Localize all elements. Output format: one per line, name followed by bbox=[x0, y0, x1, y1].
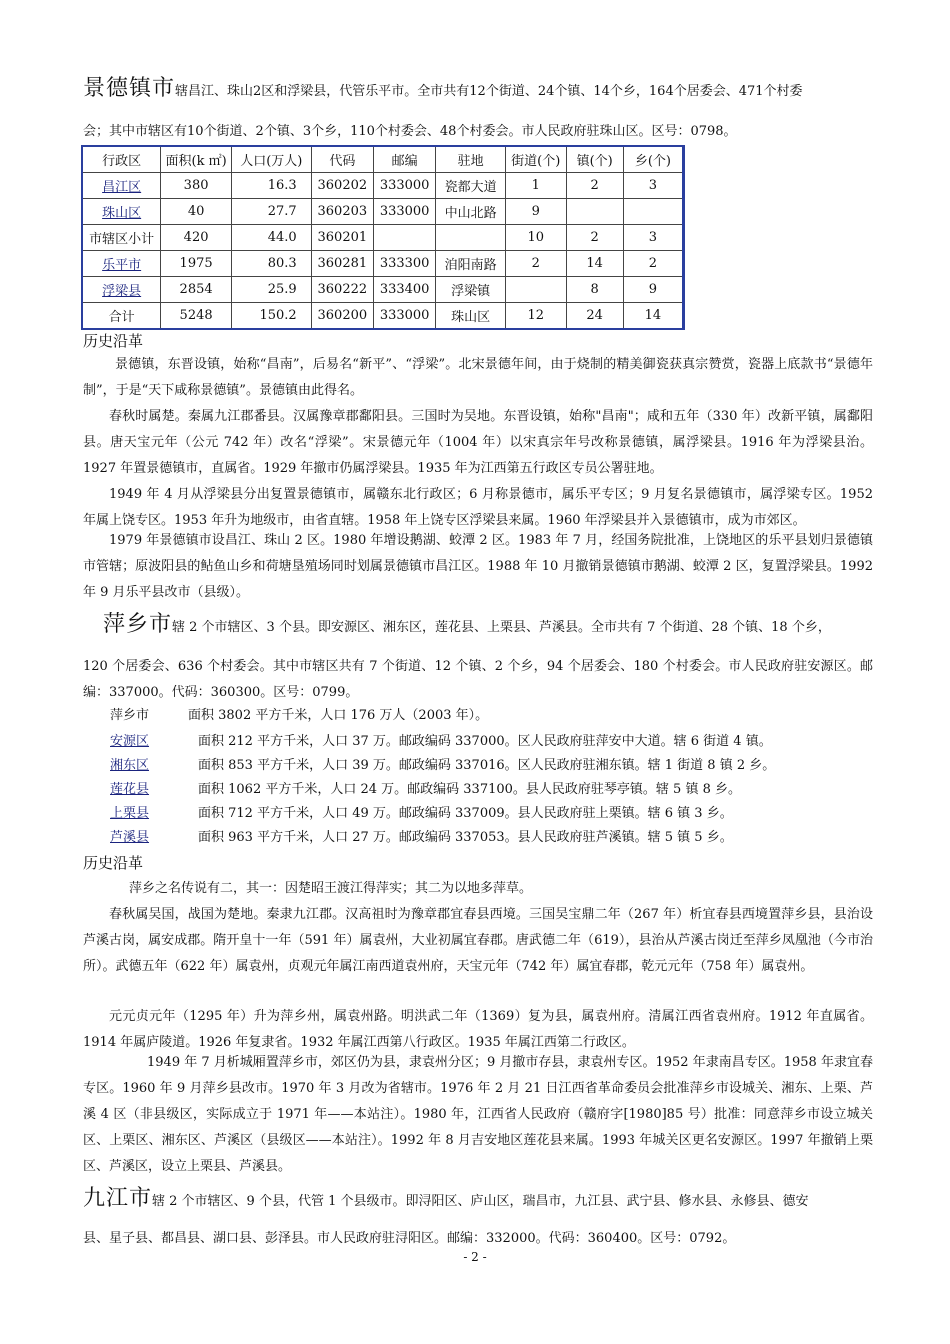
col-header: 面积(k ㎡) bbox=[161, 146, 232, 173]
district-link[interactable]: 乐平市 bbox=[102, 258, 142, 273]
district-info: 面积 853 平方千米，人口 39 万。邮政编码 337016。区人民政府驻湘东镇。辖 1 街道 8 镇 2 乡。 bbox=[198, 758, 776, 773]
col-header: 镇(个) bbox=[566, 146, 623, 173]
jdz-admin-table bbox=[81, 145, 685, 330]
table-cell: 150.2 bbox=[231, 303, 311, 330]
table-cell bbox=[623, 199, 683, 225]
pxs-history-para: 1949 年 7 月析城厢置萍乡市，郊区仍为县，隶袁州分区；9 月撤市存县，隶袁州专区。1952 年隶南昌专区。1958 年隶宜春专区。1960 年 9 月萍乡县改市。1970 年 3 月改为省辖市。1976 年 2 月 21 日江西省革命委员会批准萍乡市设城关、湘东、上栗、芦溪 4 区（非县级区，实际成立于 1971 年——本站注）。1980 年，江西省人民政府（赣府字[1980]85 号）批准：同意萍乡市设立城关区、上栗区、湘东区、芦溪区（县级区——本站注）。1992 年 8 月吉安地区莲花县来属。1993 年城关区更名安源区。1997 年撤销上栗区、芦溪区，设立上栗县、芦溪县。 bbox=[83, 1055, 873, 1174]
table-cell: 360202 bbox=[311, 173, 373, 199]
table-header-row bbox=[82, 146, 684, 173]
jdz-intro-line2: 会；其中市辖区有10个街道、2个镇、3个乡，110个村委会、48个村委会。市人民政府驻珠山区。区号：0798。 bbox=[83, 124, 737, 139]
table-cell: 360222 bbox=[311, 277, 373, 303]
pxs-summary-text: 面积 3802 平方千米，人口 176 万人（2003 年）。 bbox=[188, 708, 489, 723]
district-link[interactable]: 浮梁县 bbox=[102, 284, 142, 299]
table-cell: 洎阳南路 bbox=[436, 251, 506, 277]
jdz-history-para: 1979 年景德镇市设昌江、珠山 2 区。1980 年增设鹅湖、蛟潭 2 区。1983 年 7 月，经国务院批准，上饶地区的乐平县划归景德镇市管辖；原波阳县的鲇鱼山乡和荷塘垦殖场同时划属景德镇市昌江区。1988 年 10 月撤销景德镇市鹅湖、蛟潭 2 区，复置浮梁县。1992 年 9 月乐平县改市（县级）。 bbox=[83, 533, 873, 600]
table-cell: 24 bbox=[566, 303, 623, 330]
table-cell: 8 bbox=[566, 277, 623, 303]
table-cell: 14 bbox=[623, 303, 683, 330]
table-row bbox=[82, 173, 684, 199]
table-cell bbox=[506, 277, 566, 303]
pxs-history-para: 元元贞元年（1295 年）升为萍乡州，属袁州路。明洪武二年（1369）复为县，属袁州府。清属江西省袁州府。1912 年直属省。1914 年属庐陵道。1926 年复隶省。1932 年属江西第八行政区。1935 年属江西第二行政区。 bbox=[83, 1009, 873, 1050]
col-header: 邮编 bbox=[373, 146, 435, 173]
table-cell: 3 bbox=[623, 225, 683, 251]
district-info: 面积 212 平方千米，人口 37 万。邮政编码 337000。区人民政府驻萍安中大道。辖 6 街道 4 镇。 bbox=[198, 734, 772, 749]
jdz-history-title: 历史沿革 bbox=[83, 332, 144, 350]
table-cell: 360201 bbox=[311, 225, 373, 251]
table-cell: 3 bbox=[623, 173, 683, 199]
table-cell: 2 bbox=[566, 225, 623, 251]
table-row bbox=[82, 303, 684, 330]
table-cell: 14 bbox=[566, 251, 623, 277]
table-cell: 360200 bbox=[311, 303, 373, 330]
table-cell: 珠山区 bbox=[436, 303, 506, 330]
jdz-history-para: 景德镇，东晋设镇，始称“昌南”，后易名“新平”、“浮梁”。北宋景德年间，由于烧制的精美御瓷获真宗赞赏，瓷器上底款书“景德年制”，于是“天下咸称景德镇”。景德镇由此得名。 bbox=[83, 357, 873, 398]
district-info: 面积 1062 平方千米，人口 24 万。邮政编码 337100。县人民政府驻琴亭镇。辖 5 镇 8 乡。 bbox=[198, 782, 741, 797]
table-cell bbox=[373, 225, 435, 251]
table-cell: 浮梁镇 bbox=[436, 277, 506, 303]
jdz-intro bbox=[83, 76, 873, 105]
jjs-intro-line2: 县、星子县、都昌县、湖口县、彭泽县。市人民政府驻浔阳区。邮编：332000。代码：360400。区号：0792。 bbox=[83, 1231, 736, 1246]
table-row bbox=[82, 277, 684, 303]
col-header: 驻地 bbox=[436, 146, 506, 173]
table-cell: 2 bbox=[566, 173, 623, 199]
table-cell: 2854 bbox=[161, 277, 232, 303]
table-cell: 420 bbox=[161, 225, 232, 251]
district-info: 面积 963 平方千米，人口 27 万。邮政编码 337053。县人民政府驻芦溪镇。辖 5 镇 5 乡。 bbox=[198, 830, 733, 845]
list-item bbox=[110, 730, 772, 754]
table-cell: 333300 bbox=[373, 251, 435, 277]
table-cell-link[interactable] bbox=[82, 251, 161, 277]
table-cell: 12 bbox=[506, 303, 566, 330]
table-cell bbox=[566, 199, 623, 225]
pxs-title: 萍乡市 bbox=[103, 612, 173, 637]
col-header: 街道(个) bbox=[506, 146, 566, 173]
table-cell: 市辖区小计 bbox=[82, 225, 161, 251]
table-cell: 1 bbox=[506, 173, 566, 199]
district-link[interactable]: 昌江区 bbox=[102, 180, 142, 195]
table-cell: 360281 bbox=[311, 251, 373, 277]
table-cell: 16.3 bbox=[231, 173, 311, 199]
jjs-title: 九江市 bbox=[83, 1186, 153, 1211]
table-cell: 44.0 bbox=[231, 225, 311, 251]
district-link[interactable]: 珠山区 bbox=[102, 206, 142, 221]
district-link[interactable]: 湘东区 bbox=[110, 758, 150, 773]
district-link[interactable]: 莲花县 bbox=[110, 782, 150, 797]
table-cell: 中山北路 bbox=[436, 199, 506, 225]
table-cell: 27.7 bbox=[231, 199, 311, 225]
jdz-history-para: 春秋时属楚。秦属九江郡番县。汉属豫章郡鄱阳县。三国时为吴地。东晋设镇，始称"昌南"；咸和五年（330 年）改新平镇，属鄱阳县。唐天宝元年（公元 742 年）改名“浮梁”。宋景德元年（1004 年）以宋真宗年号改称景德镇，属浮梁县。1916 年为浮梁县治。1927 年置景德镇市，直属省。1929 年撤市仍属浮梁县。1935 年为江西第五行政区专员公署驻地。 bbox=[83, 409, 873, 476]
jjs-intro bbox=[83, 1186, 873, 1215]
col-header: 代码 bbox=[311, 146, 373, 173]
table-cell-link[interactable] bbox=[82, 199, 161, 225]
pxs-history-title: 历史沿革 bbox=[83, 854, 144, 872]
district-link[interactable]: 安源区 bbox=[110, 734, 150, 749]
table-cell: 瓷都大道 bbox=[436, 173, 506, 199]
pxs-intro-line2: 120 个居委会、636 个村委会。其中市辖区共有 7 个街道、12 个镇、2 个乡，94 个居委会、180 个村委会。市人民政府驻安源区。邮编：337000。代码：360300。区号：0799。 bbox=[83, 659, 873, 700]
table-cell: 25.9 bbox=[231, 277, 311, 303]
list-item bbox=[110, 826, 733, 850]
district-link[interactable]: 芦溪县 bbox=[110, 830, 150, 845]
jdz-title: 景德镇市 bbox=[83, 76, 176, 101]
pxs-intro bbox=[83, 612, 873, 641]
list-item bbox=[110, 802, 733, 826]
col-header: 人口(万人) bbox=[231, 146, 311, 173]
pxs-intro-text: 辖 2 个市辖区、3 个县。即安源区、湘东区，莲花县、上栗县、芦溪县。全市共有 7 个街道、28 个镇、18 个乡， bbox=[172, 620, 831, 635]
table-cell: 380 bbox=[161, 173, 232, 199]
table-cell: 333000 bbox=[373, 173, 435, 199]
pxs-summary bbox=[110, 704, 489, 728]
table-cell: 333000 bbox=[373, 303, 435, 330]
table-row bbox=[82, 199, 684, 225]
jdz-history-para: 1949 年 4 月从浮梁县分出复置景德镇市，属赣东北行政区；6 月称景德市，属乐平专区；9 月复名景德镇市，属浮梁专区。1952 年属上饶专区。1953 年升为地级市，由省直辖。1958 年上饶专区浮梁县来属。1960 年浮梁县并入景德镇市，成为市郊区。 bbox=[83, 487, 873, 528]
pxs-history-para: 春秋属吴国，战国为楚地。秦隶九江郡。汉高祖时为豫章郡宜春县西境。三国吴宝鼎二年（267 年）析宜春县西境置萍乡县，县治设芦溪古岗，属安成郡。隋开皇十一年（591 年）属袁州，大业初属宜春郡。唐武德二年（619），县治从芦溪古岗迁至萍乡凤凰池（今市治所）。武德五年（622 年）属袁州，贞观元年属江南西道袁州府，天宝元年（742 年）属宜春郡，乾元元年（758 年）属袁州。 bbox=[83, 907, 873, 974]
pxs-history-para: 萍乡之名传说有二，其一：因楚昭王渡江得萍实；其二为以地多萍草。 bbox=[129, 881, 533, 896]
table-cell: 360203 bbox=[311, 199, 373, 225]
jdz-intro-text: 辖昌江、珠山2区和浮梁县，代管乐平市。全市共有12个街道、24个镇、14个乡，164个居委会、471个村委 bbox=[175, 84, 803, 99]
table-cell: 80.3 bbox=[231, 251, 311, 277]
table-cell: 9 bbox=[623, 277, 683, 303]
table-cell-link[interactable] bbox=[82, 173, 161, 199]
page-number: - 2 - bbox=[463, 1250, 487, 1264]
table-cell: 合计 bbox=[82, 303, 161, 330]
table-cell: 40 bbox=[161, 199, 232, 225]
table-cell: 1975 bbox=[161, 251, 232, 277]
pxs-summary-name: 萍乡市 bbox=[110, 708, 150, 723]
table-cell: 10 bbox=[506, 225, 566, 251]
jjs-intro-text: 辖 2 个市辖区、9 个县，代管 1 个县级市。即浔阳区、庐山区，瑞昌市，九江县、武宁县、修水县、永修县、德安 bbox=[152, 1194, 809, 1209]
table-cell: 333400 bbox=[373, 277, 435, 303]
table-cell-link[interactable] bbox=[82, 277, 161, 303]
table-cell: 2 bbox=[623, 251, 683, 277]
table-row bbox=[82, 251, 684, 277]
district-link[interactable]: 上栗县 bbox=[110, 806, 150, 821]
table-cell: 9 bbox=[506, 199, 566, 225]
col-header: 行政区 bbox=[82, 146, 161, 173]
table-cell: 5248 bbox=[161, 303, 232, 330]
list-item bbox=[110, 754, 776, 778]
table-row bbox=[82, 225, 684, 251]
table-cell: 333000 bbox=[373, 199, 435, 225]
table-cell: 2 bbox=[506, 251, 566, 277]
district-info: 面积 712 平方千米，人口 49 万。邮政编码 337009。县人民政府驻上栗镇。辖 6 镇 3 乡。 bbox=[198, 806, 733, 821]
list-item bbox=[110, 778, 741, 802]
table-cell bbox=[436, 225, 506, 251]
col-header: 乡(个) bbox=[623, 146, 683, 173]
